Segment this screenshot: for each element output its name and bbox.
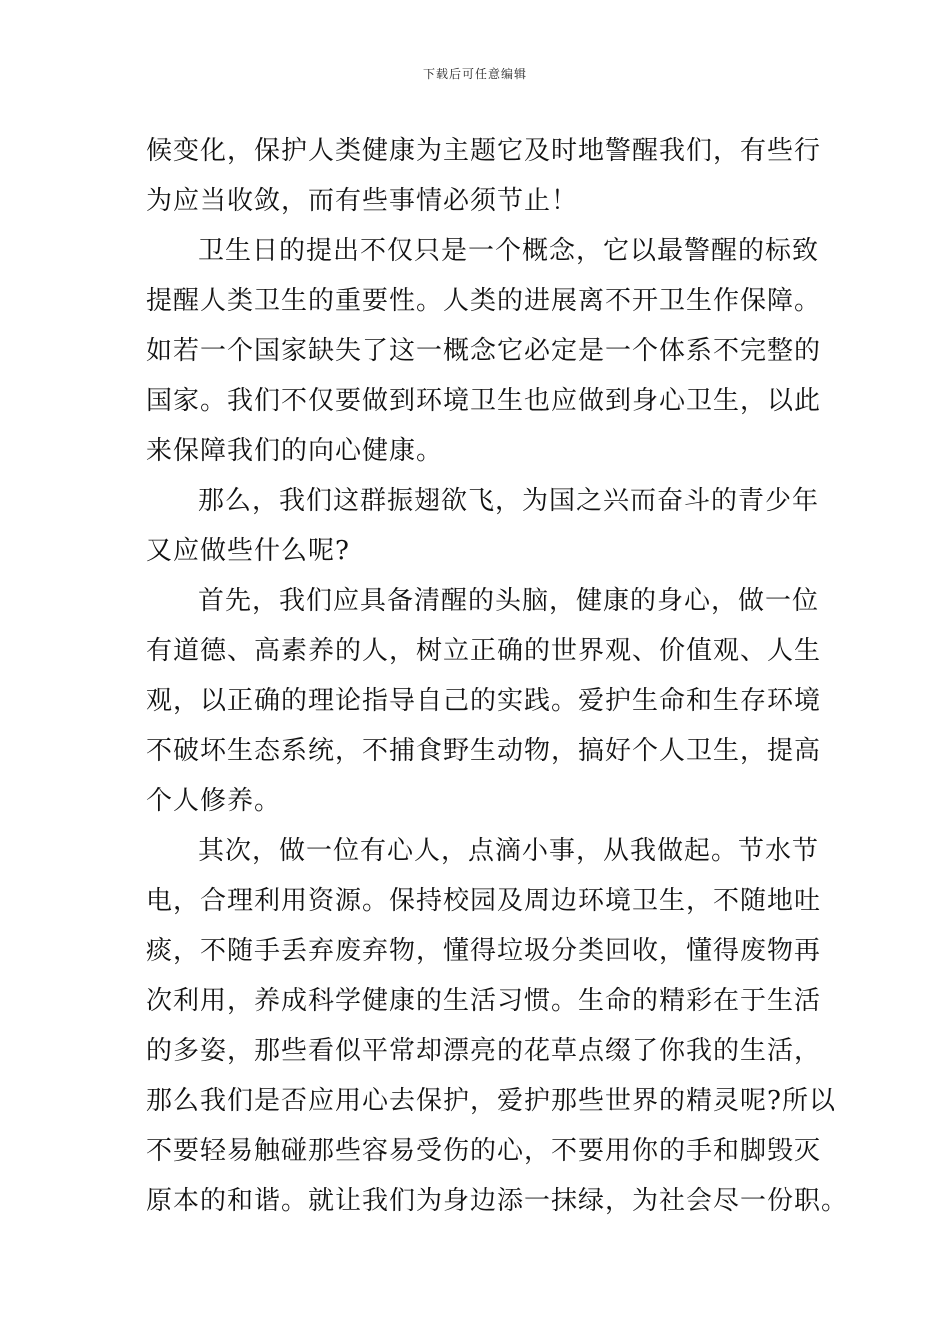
text-line: 不破坏生态系统，不捕食野生动物，搞好个人卫生，提高 bbox=[146, 736, 822, 766]
text-line: 个人修养。 bbox=[146, 786, 282, 816]
text-line: 次利用，养成科学健康的生活习惯。生命的精彩在于生活 bbox=[146, 986, 822, 1016]
text-line: 观，以正确的理论指导自己的实践。爱护生命和生存环境 bbox=[146, 686, 822, 716]
text-line: 原本的和谐。就让我们为身边添一抹绿，为社会尽一份职。 bbox=[146, 1186, 849, 1216]
text-line: 那么我们是否应用心去保护，爱护那些世界的精灵呢?所以 bbox=[146, 1086, 836, 1116]
text-line: 为应当收敛，而有些事情必须节止！ bbox=[146, 186, 579, 216]
paragraph-5 bbox=[146, 826, 849, 1226]
text-line: 的多姿，那些看似平常却漂亮的花草点缀了你我的生活， bbox=[146, 1036, 822, 1066]
text-line: 提醒人类卫生的重要性。人类的进展离不开卫生作保障。 bbox=[146, 286, 822, 316]
header-note: 下载后可任意编辑 bbox=[422, 67, 527, 81]
text-line: 国家。我们不仅要做到环境卫生也应做到身心卫生，以此 bbox=[146, 386, 822, 416]
text-line: 如若一个国家缺失了这一概念它必定是一个体系不完整的 bbox=[146, 336, 822, 366]
paragraph-4 bbox=[146, 576, 822, 826]
text-line: 不要轻易触碰那些容易受伤的心，不要用你的手和脚毁灭 bbox=[146, 1136, 822, 1166]
body-text bbox=[146, 126, 849, 1226]
text-line: 又应做些什么呢? bbox=[146, 536, 350, 566]
text-line: 候变化，保护人类健康为主题它及时地警醒我们，有些行 bbox=[146, 136, 822, 166]
text-line: 卫生日的提出不仅只是一个概念，它以最警醒的标致 bbox=[198, 236, 820, 266]
text-line: 那么，我们这群振翅欲飞，为国之兴而奋斗的青少年 bbox=[198, 486, 820, 516]
paragraph-3 bbox=[146, 476, 820, 576]
paragraph-2 bbox=[146, 226, 822, 476]
text-line: 有道德、高素养的人，树立正确的世界观、价值观、人生 bbox=[146, 636, 822, 666]
text-line: 首先，我们应具备清醒的头脑，健康的身心，做一位 bbox=[198, 586, 820, 616]
text-line: 痰，不随手丢弃废弃物，懂得垃圾分类回收，懂得废物再 bbox=[146, 936, 822, 966]
paragraph-1 bbox=[146, 126, 822, 226]
text-line: 电，合理利用资源。保持校园及周边环境卫生，不随地吐 bbox=[146, 886, 822, 916]
text-line: 来保障我们的向心健康。 bbox=[146, 436, 444, 466]
text-line: 其次，做一位有心人，点滴小事，从我做起。节水节 bbox=[198, 836, 820, 866]
